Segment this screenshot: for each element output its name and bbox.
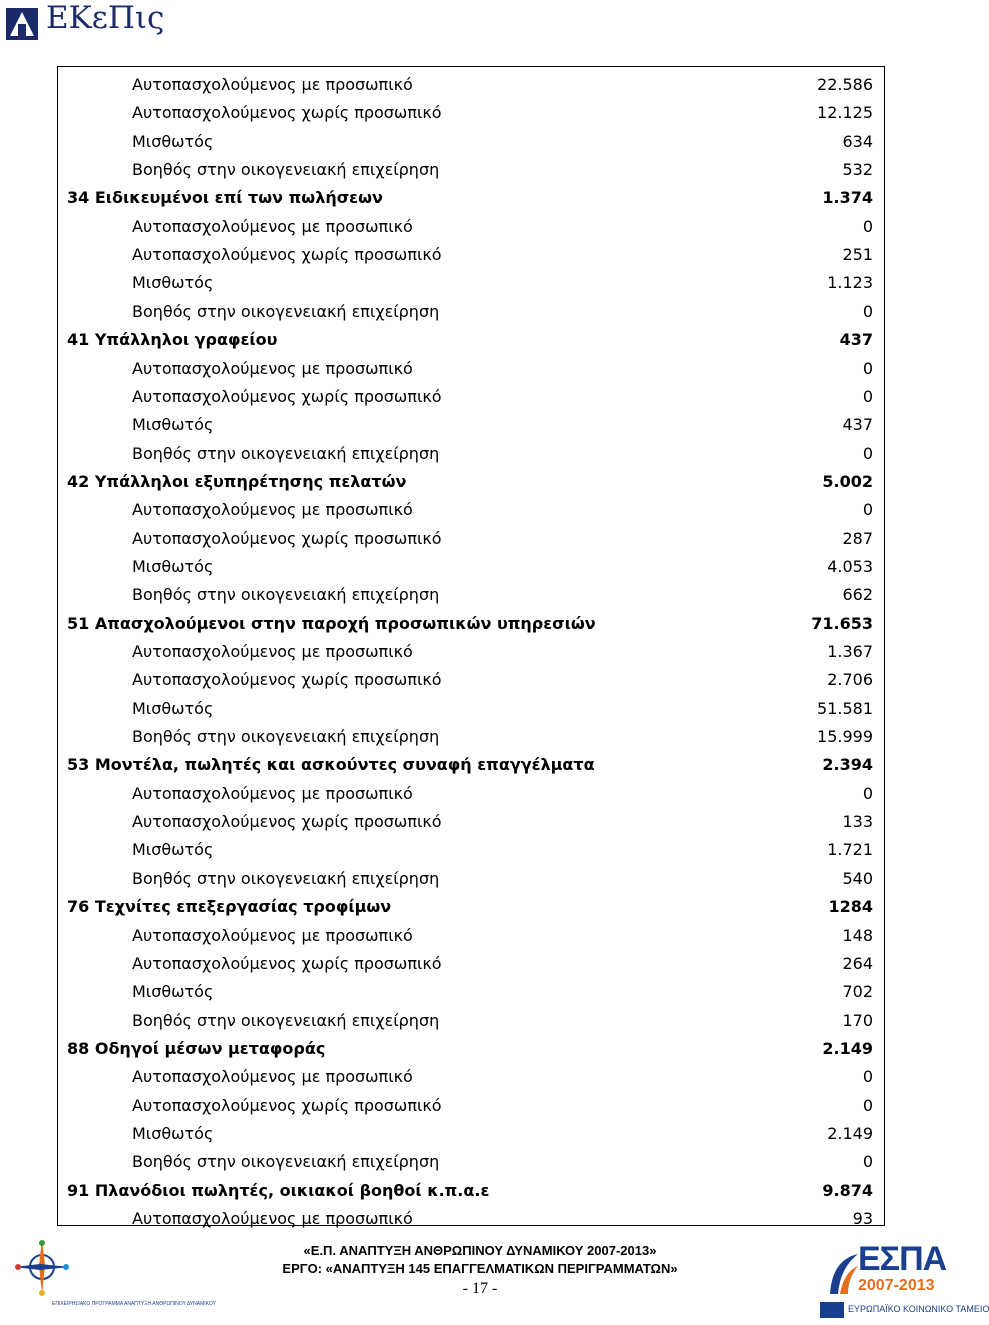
- table-row: [58, 666, 884, 694]
- footer-program-line: «Ε.Π. ΑΝΑΠΤΥΞΗ ΑΝΘΡΩΠΙΝΟΥ ΔΥΝΑΜΙΚΟΥ 2007-2013»: [303, 1243, 657, 1258]
- row-value: 148: [842, 925, 873, 945]
- row-label: Αυτοπασχολούμενος χωρίς προσωπικό: [132, 812, 442, 832]
- category-row: [58, 610, 884, 638]
- category-value: 437: [839, 330, 873, 350]
- row-value: 437: [842, 415, 873, 435]
- row-label: Μισθωτός: [132, 131, 214, 151]
- table-row: [58, 71, 884, 99]
- table-row: [58, 213, 884, 241]
- table-row: [58, 780, 884, 808]
- category-row: [58, 1035, 884, 1063]
- row-value: 0: [862, 443, 873, 463]
- table-row: [58, 298, 884, 326]
- row-value: 0: [862, 500, 873, 520]
- row-label: Αυτοπασχολούμενος χωρίς προσωπικό: [132, 1095, 442, 1115]
- espa-swoosh-icon: [826, 1250, 860, 1298]
- row-value: 634: [842, 131, 873, 151]
- row-value: 702: [842, 982, 873, 1002]
- category-label: 42 Υπάλληλοι εξυπηρέτησης πελατών: [67, 471, 407, 491]
- table-row: [58, 922, 884, 950]
- row-value: 0: [862, 358, 873, 378]
- row-value: 2.149: [827, 1123, 873, 1143]
- category-value: 5.002: [822, 471, 873, 491]
- row-value: 264: [842, 953, 873, 973]
- row-value: 0: [862, 1067, 873, 1087]
- table-row: [58, 411, 884, 439]
- table-row: [58, 1092, 884, 1120]
- table-row: [58, 383, 884, 411]
- row-value: 251: [842, 245, 873, 265]
- category-label: 88 Οδηγοί μέσων μεταφοράς: [67, 1038, 326, 1058]
- table-row: [58, 836, 884, 864]
- row-value: 0: [862, 1152, 873, 1172]
- table-row: [58, 496, 884, 524]
- row-label: Αυτοπασχολούμενος με προσωπικό: [132, 358, 413, 378]
- category-value: 1.374: [822, 188, 873, 208]
- table-row: [58, 1063, 884, 1091]
- row-label: Αυτοπασχολούμενος χωρίς προσωπικό: [132, 953, 442, 973]
- table-row: [58, 1120, 884, 1148]
- category-value: 9.874: [822, 1180, 873, 1200]
- row-value: 1.367: [827, 642, 873, 661]
- row-value: 662: [842, 585, 873, 605]
- table-row: [58, 978, 884, 1006]
- category-row: [58, 751, 884, 779]
- row-value: 0: [862, 783, 873, 803]
- row-label: Αυτοπασχολούμενος με προσωπικό: [132, 783, 413, 803]
- ekepis-emblem-icon: [4, 6, 40, 42]
- espa-title: ΕΣΠΑ: [858, 1240, 947, 1278]
- row-value: 93: [852, 1209, 873, 1228]
- row-value: 1.123: [827, 273, 873, 293]
- eu-flag-icon: [820, 1302, 844, 1318]
- category-value: 71.653: [811, 613, 873, 633]
- category-row: [58, 326, 884, 354]
- row-value: 4.053: [827, 556, 873, 576]
- table-row: [58, 525, 884, 553]
- row-value: 22.586: [817, 75, 873, 94]
- table-row: [58, 128, 884, 156]
- table-row: [58, 553, 884, 581]
- row-value: 532: [842, 160, 873, 180]
- category-value: 2.149: [822, 1038, 873, 1058]
- row-label: Μισθωτός: [132, 556, 214, 576]
- category-label: 76 Τεχνίτες επεξεργασίας τροφίμων: [67, 897, 392, 917]
- row-value: 15.999: [817, 727, 873, 747]
- table-row: [58, 950, 884, 978]
- category-label: 51 Απασχολούμενοι στην παροχή προσωπικών υπηρεσιών: [67, 613, 596, 633]
- category-label: 91 Πλανόδιοι πωλητές, οικιακοί βοηθοί κ.π.α.ε: [67, 1180, 490, 1200]
- row-label: Βοηθός στην οικογενειακή επιχείρηση: [132, 727, 440, 747]
- row-value: 0: [862, 301, 873, 321]
- category-label: 34 Ειδικευμένοι επί των πωλήσεων: [67, 188, 383, 208]
- page-footer: [0, 1240, 989, 1325]
- row-label: Αυτοπασχολούμενος χωρίς προσωπικό: [132, 386, 442, 406]
- row-label: Αυτοπασχολούμενος με προσωπικό: [132, 500, 413, 520]
- row-value: 2.706: [827, 670, 873, 690]
- espa-fund-caption: ΕΥΡΩΠΑΪΚΟ ΚΟΙΝΩΝΙΚΟ ΤΑΜΕΙΟ: [848, 1304, 989, 1314]
- program-logo: [12, 1235, 216, 1320]
- row-value: 0: [862, 1095, 873, 1115]
- row-label: Αυτοπασχολούμενος με προσωπικό: [132, 1067, 413, 1087]
- table-row: [58, 269, 884, 297]
- row-label: Βοηθός στην οικογενειακή επιχείρηση: [132, 301, 440, 321]
- row-label: Αυτοπασχολούμενος με προσωπικό: [132, 75, 413, 94]
- row-label: Μισθωτός: [132, 273, 214, 293]
- table-row: [58, 695, 884, 723]
- row-label: Βοηθός στην οικογενειακή επιχείρηση: [132, 1010, 440, 1030]
- page-number: - 17 -: [462, 1280, 498, 1297]
- category-row: [58, 893, 884, 921]
- row-label: Μισθωτός: [132, 982, 214, 1002]
- category-label: 53 Μοντέλα, πωλητές και ασκούντες συναφή επαγγέλματα: [67, 755, 595, 775]
- row-label: Αυτοπασχολούμενος χωρίς προσωπικό: [132, 528, 442, 548]
- logo-text: ΕΚεΠις: [46, 0, 165, 36]
- table-row: [58, 99, 884, 127]
- row-label: Αυτοπασχολούμενος χωρίς προσωπικό: [132, 103, 442, 123]
- table-row: [58, 808, 884, 836]
- row-label: Βοηθός στην οικογενειακή επιχείρηση: [132, 868, 440, 888]
- category-label: 41 Υπάλληλοι γραφείου: [67, 330, 278, 350]
- row-label: Βοηθός στην οικογενειακή επιχείρηση: [132, 160, 440, 180]
- category-row: [58, 184, 884, 212]
- row-label: Αυτοπασχολούμενος χωρίς προσωπικό: [132, 245, 442, 265]
- row-value: 170: [842, 1010, 873, 1030]
- program-logo-caption: ΕΠΙΧΕΙΡΗΣΙΑΚΟ ΠΡΟΓΡΑΜΜΑ ΑΝΑΠΤΥΞΗ ΑΝΘΡΩΠΙΝΟΥ ΔΥΝΑΜΙΚΟΥ: [52, 1301, 216, 1307]
- table-row: [58, 1007, 884, 1035]
- row-label: Βοηθός στην οικογενειακή επιχείρηση: [132, 443, 440, 463]
- row-value: 287: [842, 528, 873, 548]
- row-value: 133: [842, 812, 873, 832]
- row-label: Βοηθός στην οικογενειακή επιχείρηση: [132, 585, 440, 605]
- row-label: Μισθωτός: [132, 415, 214, 435]
- table-row: [58, 638, 884, 666]
- footer-project-line: ΕΡΓΟ: «ΑΝΑΠΤΥΞΗ 145 ΕΠΑΓΓΕΛΜΑΤΙΚΩΝ ΠΕΡΙΓΡΑΜΜΑΤΩΝ»: [282, 1261, 678, 1276]
- row-value: 0: [862, 216, 873, 236]
- table-row: [58, 865, 884, 893]
- row-label: Μισθωτός: [132, 840, 214, 860]
- table-row: [58, 440, 884, 468]
- category-value: 1284: [828, 897, 873, 917]
- row-label: Βοηθός στην οικογενειακή επιχείρηση: [132, 1152, 440, 1172]
- table-row: [58, 723, 884, 751]
- table-row: [58, 241, 884, 269]
- row-value: 12.125: [817, 103, 873, 123]
- row-value: 51.581: [817, 698, 873, 718]
- ekepis-logo: [4, 0, 165, 46]
- category-row: [58, 468, 884, 496]
- row-label: Αυτοπασχολούμενος με προσωπικό: [132, 216, 413, 236]
- category-row: [58, 1177, 884, 1205]
- occupation-table: [57, 66, 885, 1226]
- table-row: [58, 355, 884, 383]
- row-label: Αυτοπασχολούμενος με προσωπικό: [132, 925, 413, 945]
- category-value: 2.394: [822, 755, 873, 775]
- espa-years: 2007-2013: [858, 1277, 935, 1294]
- row-label: Αυτοπασχολούμενος με προσωπικό: [132, 1209, 413, 1228]
- espa-logo: [818, 1240, 989, 1320]
- table-row: [58, 1205, 884, 1233]
- table-row: [58, 156, 884, 184]
- row-value: 1.721: [827, 840, 873, 860]
- row-value: 0: [862, 386, 873, 406]
- table-row: [58, 581, 884, 609]
- row-label: Μισθωτός: [132, 698, 214, 718]
- row-value: 540: [842, 868, 873, 888]
- row-label: Αυτοπασχολούμενος με προσωπικό: [132, 642, 413, 661]
- table-row: [58, 1148, 884, 1176]
- row-label: Μισθωτός: [132, 1123, 214, 1143]
- row-label: Αυτοπασχολούμενος χωρίς προσωπικό: [132, 670, 442, 690]
